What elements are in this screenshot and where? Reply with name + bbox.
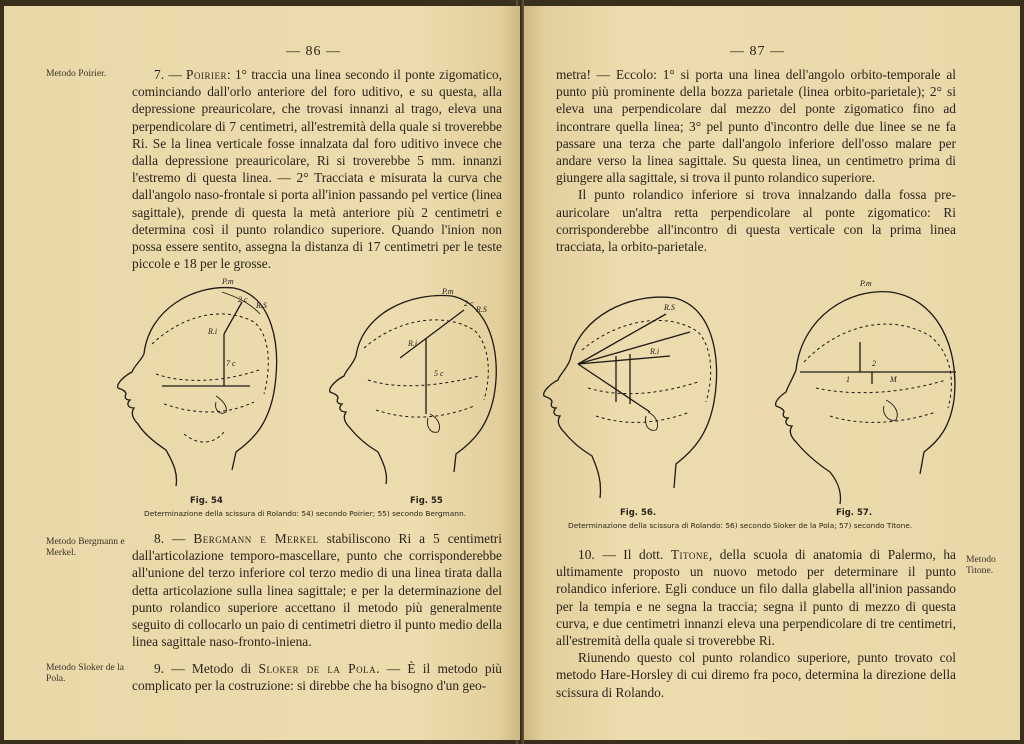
svg-text:R.S: R.S xyxy=(664,303,675,312)
fig-57-label: Fig. 57. xyxy=(836,508,873,518)
figure-54-head-diagram xyxy=(104,274,284,499)
fig-56-label: Fig. 56. xyxy=(620,508,657,518)
left-page xyxy=(4,6,520,740)
paragraph-10: 10. — Il dott. Titone, della scuola di anatomia di Palermo, ha ultimamente proposto un nuovo metodo per determinare il punto rolandico inferiore. Egli conduce un filo dalla glabella all'inion passando per la tempia e ne segna la traccia; segna il punto di mezzo di questa curva, e due centimetri innanzi eleva una perpendicolare di tre centimetri, all'estremità della quale si troverebbe Ri. Riunendo questo col punto rolandico superiore, punto trovato col metodo Hare-Horsley di cui diremo fra poco, determina la direzione della scissura di Rolando. xyxy=(556,547,956,700)
paragraph-8: 8. — Bergmann e Merkel stabiliscono Ri a 5 centimetri dall'articolazione temporo-mascellare, punto che corrisponderebbe all'unione del terzo inferiore col terzo medio di una linea tirata dalla detta articolazione sulla linea sagittale; e per la determinazione del punto rolandico superiore accettano il metodo più generalmente seguito di collocarlo un paio di centimetri dietro il punto medio della linea sagittale naso-fronto-iniena. xyxy=(132,531,502,650)
fig-55-label: Fig. 55 xyxy=(410,496,443,506)
svg-text:2 c: 2 c xyxy=(464,299,474,308)
margin-note-titone: Metodo Titone. xyxy=(966,554,996,576)
svg-text:R.i: R.i xyxy=(208,327,218,336)
svg-text:1: 1 xyxy=(846,375,850,384)
figure-caption: Determinazione della scissura di Rolando: 56) secondo Sloker de la Pola; 57) secondo Titone. xyxy=(568,521,913,530)
paragraph-ri: Il punto rolandico inferiore si trova innalzando dalla fossa pre-auricolare un'altra retta perpendicolare al ponte zigomatico: Ri corrisponderebbe all'incontro di questa verticale con la prima linea tracciata, la orbito-parietale. xyxy=(556,187,956,255)
svg-text:2: 2 xyxy=(872,359,876,368)
paragraph-9-continued: metra! — Eccolo: 1° si porta una linea dell'angolo orbito-temporale al punto più prominente della bozza parietale (linea orbito-parietale); 2° si eleva una perpendicolare dal mezzo del ponte zigomatico fino ad incontrare quella linea; 3° pel punto d'incontro delle due linee se ne fa passare una terza che parte dall'angolo inferiore dell'osso malare per andare verso la linea sagittale. Su questa linea, un centimetro prima di giungere alla sagittale, si trova il punto rolandico superiore. Il punto rolandico inferiore si trova innalzando dalla fossa pre-auricolare un'altra retta perpendicolare al ponte zigomatico: Ri corrisponderebbe all'incontro di questa verticale con la prima linea tracciata, la orbito-parietale. xyxy=(556,67,956,255)
paragraph-conclusion: Riunendo questo col punto rolandico superiore, punto trovato col metodo Hare-Horsley di cui diremo fra poco, determina la direzione della scissura di Rolando. xyxy=(556,650,956,700)
fig-54-label: Fig. 54 xyxy=(190,496,223,506)
margin-note-sloker: Metodo Sloker de la Pola. xyxy=(46,662,125,684)
figure-55-head-diagram xyxy=(314,286,504,486)
svg-text:M: M xyxy=(890,375,897,384)
svg-text:5 c: 5 c xyxy=(434,369,444,378)
svg-text:P.m: P.m xyxy=(442,287,454,296)
svg-text:R.i: R.i xyxy=(408,339,418,348)
svg-text:R.S: R.S xyxy=(476,305,487,314)
author-names: Bergmann e Merkel xyxy=(193,531,319,546)
figure-caption: Determinazione della scissura di Rolando: 54) secondo Poirier; 55) secondo Bergmann. xyxy=(144,509,467,518)
figure-57-head-diagram xyxy=(760,276,970,506)
svg-text:P.m: P.m xyxy=(860,279,872,288)
margin-note-poirier: Metodo Poirier. xyxy=(46,68,107,79)
author-name: Sloker de la Pola xyxy=(258,661,377,676)
page-number: — 87 — xyxy=(730,44,785,59)
margin-note-bergmann: Metodo Bergmann e Merkel. xyxy=(46,536,125,558)
paragraph-9: 9. — Metodo di Sloker de la Pola. — È il metodo più complicato per la costruzione: si direbbe che ha bisogno d'un geo- xyxy=(132,661,502,694)
right-page xyxy=(524,6,1020,740)
figure-56-head-diagram xyxy=(530,284,730,504)
svg-text:R.S: R.S xyxy=(256,301,267,310)
svg-text:7 c: 7 c xyxy=(226,359,236,368)
paragraph-7: 7. — Poirier: 1° traccia una linea secondo il ponte zigomatico, cominciando dall'orlo anteriore del foro uditivo, e su questa, alla depressione preauricolare, che trovasi innanzi al trago, eleva una perpendicolare di 7 centimetri, all'estremità della quale si troverebbe Ri. Se la linea verticale fosse innalzata dal foro uditivo invece che dalla depressione preauricolare, Ri si troverebbe 5 mm. innanzi l'estremo di questa linea. — 2° Tracciata e misurata la curva che dall'angolo naso-frontale si porta all'inion passando pel vertice (linea sagittale), prende di questa la metà anteriore più 2 centimetri e determina così il punto rolandico superiore. Quando l'inion non possa essere sentito, assegna la distanza di 17 centimetri per le teste piccole e 18 per le grosse. xyxy=(132,67,502,272)
author-name: Poirier xyxy=(186,67,227,82)
svg-text:R.i: R.i xyxy=(650,347,660,356)
author-name: Titone xyxy=(670,547,709,562)
svg-text:P.m: P.m xyxy=(222,277,234,286)
page-number: — 86 — xyxy=(286,44,341,59)
svg-text:2 c: 2 c xyxy=(238,295,248,304)
